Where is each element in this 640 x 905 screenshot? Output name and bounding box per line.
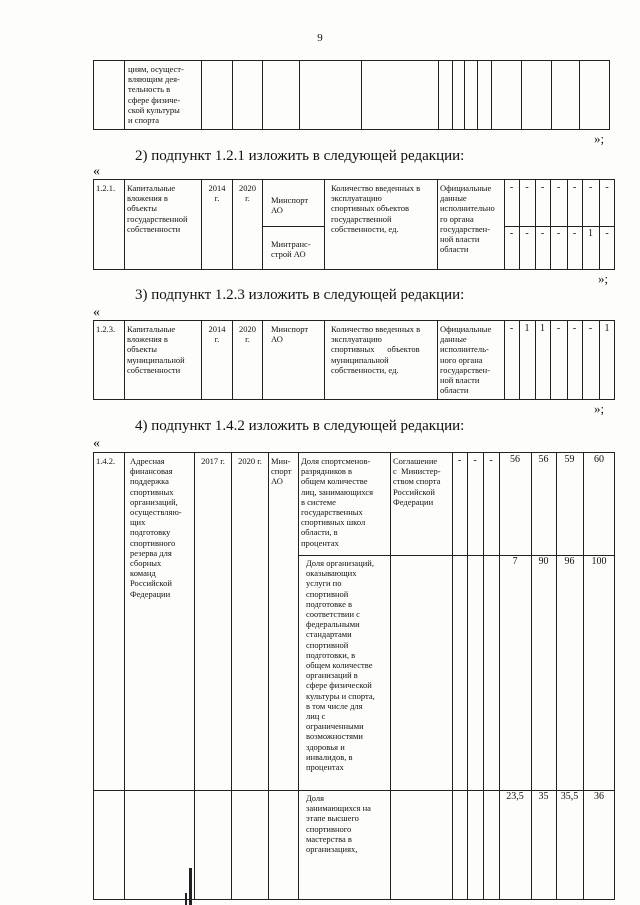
value-cell: - — [540, 182, 545, 193]
value-cell: 35,5 — [560, 791, 579, 802]
table-1-2-3 — [93, 320, 615, 400]
value-cell: 23,5 — [506, 791, 524, 802]
executor-1: Минспорт АО — [271, 195, 309, 216]
data-source: Официальные данные исполнитель- ного органа государствен- ной власти области — [440, 324, 492, 396]
end-year: 2020 г. — [239, 324, 256, 345]
open-quote-3: « — [93, 436, 100, 451]
value-cell: - — [556, 182, 561, 193]
scan-mark — [185, 893, 187, 905]
value-cell: 60 — [594, 454, 604, 465]
value-cell: - — [556, 323, 561, 334]
value-cell: - — [457, 455, 462, 466]
value-cell: 35 — [538, 791, 549, 802]
value-cell: 56 — [510, 454, 520, 465]
indicator: Количество введенных в эксплуатацию спортивных объектов муниципальной собственности, ед. — [331, 324, 421, 375]
value-cell: - — [509, 228, 514, 239]
value-cell: - — [509, 323, 514, 334]
row-code: 1.2.3. — [96, 324, 116, 334]
row-code: 1.4.2. — [96, 456, 116, 466]
executor-2: Минтранс- строй АО — [271, 239, 311, 260]
start-year: 2014 г. — [208, 324, 226, 345]
value-cell: 100 — [591, 556, 607, 567]
indicator-2: Доля организаций, оказывающих услуги по спортивной подготовке в соответствии с федеральными стандартами спортивной подготовки, в общем количестве организаций в сфере физической культуры и спорта, в том числе для лиц с ограниченными возможностями здоровья и инвалидов, в процентах — [306, 558, 375, 773]
open-quote-2: « — [93, 305, 100, 320]
start-year: 2014 г. — [208, 183, 226, 204]
value-cell: - — [572, 182, 577, 193]
value-cell: 1 — [604, 323, 610, 334]
value-cell: - — [572, 323, 577, 334]
value-cell: - — [540, 228, 545, 239]
value-cell: 36 — [594, 791, 604, 802]
value-cell: - — [605, 182, 609, 193]
end-year: 2020 г. — [239, 183, 256, 204]
continuation-table — [93, 60, 610, 130]
value-cell: 7 — [512, 556, 518, 567]
table-1-4-2 — [93, 452, 615, 900]
value-cell: - — [473, 455, 477, 466]
value-cell: - — [572, 228, 577, 239]
value-cell: 1 — [524, 323, 530, 334]
measure-name: Адресная финансовая поддержка спортивных организаций, осуществляю- щих подготовку спортивного резерва для сборных команд Российской Федерации — [130, 456, 182, 599]
start-year: 2017 г. — [201, 456, 225, 466]
value-cell: 56 — [538, 454, 549, 465]
value-cell: 1 — [588, 228, 593, 239]
measure-name: Капитальные вложения в объекты государственной собственности — [127, 183, 188, 234]
indicator-3: Доля занимающихся на этапе высшего спортивного мастерства в организациях, — [306, 793, 371, 855]
page-number: 9 — [317, 32, 323, 44]
heading-subpoint-1-2-3: 3) подпункт 1.2.3 изложить в следующей редакции: — [135, 287, 465, 303]
value-cell: 90 — [538, 556, 549, 567]
value-cell: - — [525, 228, 529, 239]
executor: Минспорт АО — [271, 324, 309, 345]
data-source: Соглашение с Министер- ством спорта Российской Федерации — [393, 456, 441, 507]
end-quote-1: »; — [594, 131, 605, 146]
value-cell: - — [588, 182, 593, 193]
value-cell: - — [605, 228, 609, 239]
end-year: 2020 г. — [238, 456, 262, 466]
data-source: Официальные данные исполнительно го органа государствен- ной власти области — [440, 183, 495, 255]
value-cell: 59 — [564, 454, 575, 465]
indicator-1: Доля спортсменов- разрядников в общем количестве лиц, занимающихся в системе государственных спортивных школ области, в процентах — [301, 456, 374, 548]
open-quote-1: « — [93, 164, 100, 179]
row-code: 1.2.1. — [96, 183, 116, 193]
measure-name: Капитальные вложения в объекты муниципальной собственности — [127, 324, 185, 375]
end-quote-2: »; — [598, 271, 609, 286]
value-cell: 96 — [564, 556, 575, 567]
scan-mark — [189, 868, 192, 905]
heading-subpoint-1-4-2: 4) подпункт 1.4.2 изложить в следующей редакции: — [135, 418, 465, 434]
value-cell: 1 — [540, 323, 545, 334]
indicator: Количество введенных в эксплуатацию спортивных объектов государственной собственности, ед. — [331, 183, 421, 234]
continuation-text: циям, осущест- вляющим дея- тельность в сфере физиче- ской культуры и спорта — [128, 64, 184, 126]
executor: Мин- спорт АО — [271, 456, 292, 487]
value-cell: - — [556, 228, 561, 239]
end-quote-3: »; — [594, 401, 605, 416]
value-cell: - — [525, 182, 529, 193]
value-cell: - — [489, 455, 493, 466]
table-1-2-1 — [93, 179, 615, 270]
heading-subpoint-1-2-1: 2) подпункт 1.2.1 изложить в следующей редакции: — [135, 148, 465, 164]
value-cell: - — [588, 323, 593, 334]
value-cell: - — [509, 182, 514, 193]
